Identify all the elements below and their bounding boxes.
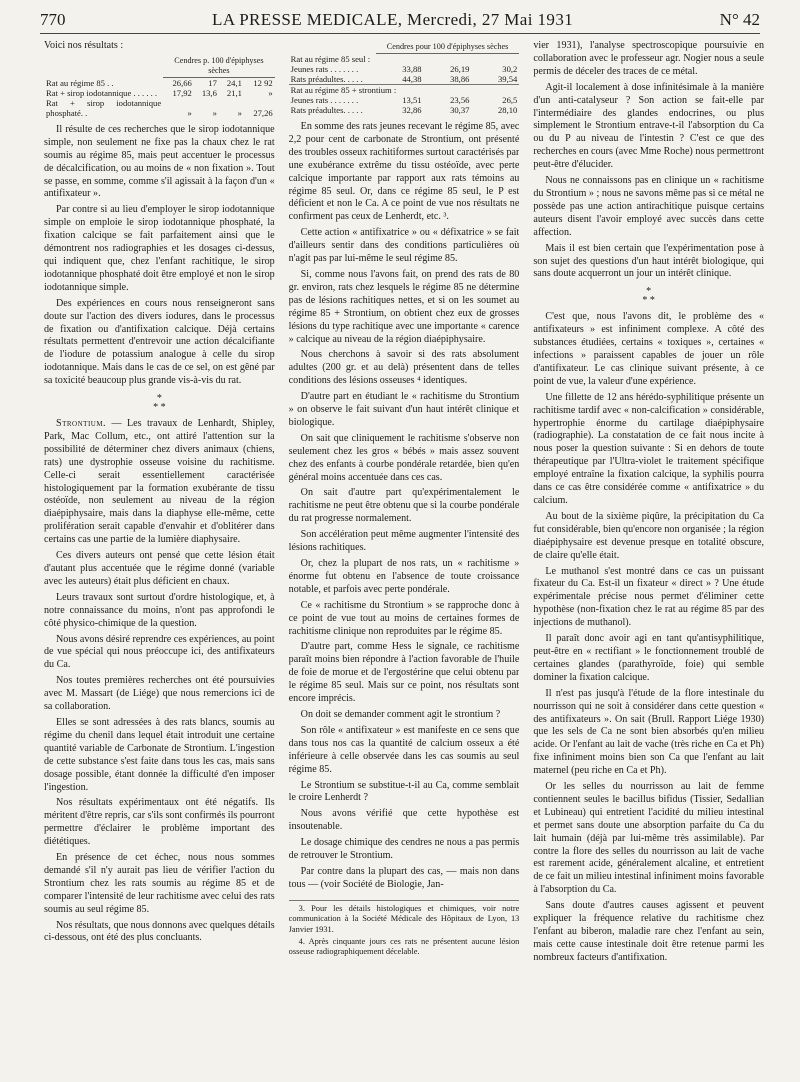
paragraph: Il paraît donc avoir agi en tant qu'antisyphilitique, peut-être en « rectifiant » le fonctionnement troublé de certaines glandes (parathyroïde, foie) qui semble dominer la fixation calcique. xyxy=(533,633,765,683)
table-group-label: Rat au régime 85 seul : xyxy=(290,54,371,64)
results-intro: Voici nos résultats : xyxy=(44,40,124,51)
paragraph: Son accélération peut même augmenter l'intensité des lésions rachitiques. xyxy=(288,529,520,554)
paragraph: Nos résultats, que nous donnons avec quelques détails ci-dessous, ont été des plus concluants. xyxy=(44,919,275,944)
cell: 13,51 xyxy=(402,95,422,105)
cell: 27,26 xyxy=(253,107,273,118)
paragraph: vier 1931), l'analyse spectroscopique poursuivie en collaboration avec le professeur agr. Nogier nous a seule permis de déceler des traces de ce métal. xyxy=(533,40,765,77)
paragraph: Sans doute d'autres causes agissent et peuvent expliquer la fréquence relative du rachitisme chez l'enfant au biberon, maladie rare chez l'enfant au sein, mais cette cause intestinale doit être retenue parmi les nombreux facteurs d'antifixation. xyxy=(533,900,765,963)
cell: 17 xyxy=(208,77,217,88)
results-table-1 xyxy=(44,56,275,118)
paragraph: C'est que, nous l'avons dit, le problème des « antifixateurs » est infiniment complexe. A côté des substances étudiées, certains « toxiques », certaines « infections » paraissent capables de jouer un rôle d'antifixateur. Le cas clinique suivant présente, à ce point de vue, la valeur d'une expérience. xyxy=(533,311,765,387)
paragraph: Cette action « antifixatrice » ou « défixatrice » se fait d'ailleurs sentir dans des conditions particulières où n'agit pas par lui-même le seul régime 85. xyxy=(288,227,520,265)
cell: 26,19 xyxy=(450,64,470,74)
paragraph: Or les selles du nourrisson au lait de femme contiennent seules le bacillus bifidus (Tissier, Sedallian et Lubineau) qui entretient l'acidité du milieu intestinal et permet sans doute une absorption parfaite du Ca du lait humain (déjà par lui-même très assimilable). Par contre la flore des selles du nourrisson au lait de vache est rarement acide, généralement alcaline, et entretient de ce fait un milieu intestinal infiniment moins favorable à l'absorption du Ca. xyxy=(533,781,765,896)
paragraph: Ces divers auteurs ont pensé que cette lésion était d'autant plus accentuée que le régime donné (variable avec les auteurs) était plus déficient en chaux. xyxy=(44,550,275,587)
cell: » xyxy=(237,107,242,118)
table-group-label: Rat au régime 85 + strontium : xyxy=(289,85,520,96)
journal-title: LA PRESSE MEDICALE, Mercredi, 27 Mai 1931 xyxy=(212,10,574,29)
section-text: — Les travaux de Lenhardt, Shipley, Park, Mac Collum, etc., ont attiré l'attention sur la possibilité de déterminer chez divers animaux (chiens, rats) une dystrophie osseuse voisine du rachitisme. Celle-ci serait essentiellement caractérisée histologiquement par la formation exubérante de tissu ostéoïde, non seulement au niveau de la région diaépiphysaire, mais dans la diaphyse elle-même, cette prolifération serait capable d'envahir et d'oblitérer dans certains cas une partie de la lumière diaphysaire. xyxy=(44,418,275,546)
paragraph: Il n'est pas jusqu'à l'étude de la flore intestinale du nourrisson qui ne soit à considérer dans cette question « des antifixateurs ». On sait (Brull. Rapport Liége 1930) que les sels de Ca ne sont bien absorbés qu'en milieu acide. Or l'enfant au lait de vache (très riche en Ca et Ph) fixe infiniment moins bien son Ca que l'enfant au lait maternel (peu riche en Ca et Ph). xyxy=(533,687,765,777)
paragraph: On sait d'autre part qu'expérimentalement le rachitisme ne peut être obtenu que si la courbe pondérale du rat progresse normalement. xyxy=(288,487,520,525)
column-1 xyxy=(44,40,275,1068)
paragraph: Au bout de la sixième piqûre, la précipitation du Ca fut considérable, bien qu'encore non organisée ; la région diaépiphysaire est devenue presque en totalité obscure, de claire qu'elle était. xyxy=(533,510,765,561)
results-table-2 xyxy=(289,42,520,115)
issue-number: N° 42 xyxy=(719,10,760,29)
paragraph: Le dosage chimique des cendres ne nous a pas permis de retrouver le Strontium. xyxy=(288,837,520,862)
cell: » xyxy=(212,107,217,118)
section-title: Strontium. xyxy=(56,418,107,430)
cell: 33,88 xyxy=(402,64,422,74)
table-caption: Cendres p. 100 d'épiphyses sèches xyxy=(163,56,275,78)
paragraph: Mais il est bien certain que l'expérimentation pose à son sujet des questions d'un haut intérêt biologique, qui sans doute acquerront un jour un intérêt clinique. xyxy=(533,242,765,280)
paragraph: Des expériences en cours nous renseigneront sans doute sur l'action des divers iodures, dans le processus de fixation ou d'antifixation calcique. Déjà certains résultats permettent d'entrevoir une action décalcifiante de l'iodure de potassium analogue à celle du sirop iodotannique. Mais dans le cas de ce sel, on est gêné par sa toxicité beaucoup plus grande vis-à-vis du rat. xyxy=(44,297,275,387)
table-row xyxy=(289,95,520,105)
paragraph: Le Strontium se substitue-t-il au Ca, comme semblait le croire Lenherdt ? xyxy=(288,779,520,804)
footnote: 4. Après cinquante jours ces rats ne présentent aucune lésion osseuse radiographiquement décelable. xyxy=(288,936,520,957)
paragraph: Une fillette de 12 ans hérédo-syphilitique présente un rachitisme tardif avec « non-calcification » considérable, hypertrophie énorme du cartilage diaépiphysaire (radiographie). La constatation de ce fait nous incite à nous poser la question suivante : Si en dehors de toute thérapeutique par l'Ultra-violet le traitement spécifique employé entraîne la fixation calcique, la syphilis pourra dans ce cas être considérée comme « antifixatrice » du calcium. xyxy=(533,391,765,506)
paragraph: Nos résultats expérimentaux ont été négatifs. Ils méritent d'être repris, car s'ils sont confirmés ils pourront permettre d'éclairer le problème important des diététiques. xyxy=(44,797,275,848)
cell: 21,1 xyxy=(226,87,242,98)
row-label: Jeunes rats . . . . . . . xyxy=(290,64,359,74)
paragraph: Si, comme nous l'avons fait, on prend des rats de 80 gr. environ, rats chez lesquels le régime 85 ne détermine pas de lésions rachitiques nettes, et si on les soumet au régime 85 + Strontium, on obtient chez eux de grosses lésions du type rachitique avec une importante « carence » calcique au niveau de la région diaépiphysaire. xyxy=(288,268,520,345)
column-3 xyxy=(533,40,764,1068)
cell: 39,54 xyxy=(498,74,518,84)
table-row xyxy=(44,88,275,98)
cell: 38,86 xyxy=(450,74,470,84)
paragraph: Le muthanol s'est montré dans ce cas un puissant fixateur du Ca. Est-il un fixateur « direct » ? Une étude expérimentale précise nous permet d'éliminer cette hypothèse (non-fixation chez le rat au régime 85 par des injections de muthanol). xyxy=(533,565,765,629)
paragraph: Nous ne connaissons pas en clinique un « rachitisme du Strontium » ; nous ne savons même pas si ce métal ne possède pas une action antirachitique puisque certains auteurs disent l'avoir employé avec succès dans cette affection. xyxy=(533,175,765,238)
column-2 xyxy=(289,40,520,1068)
paragraph: Nos toutes premières recherches ont été poursuivies avec M. Massart (de Liége) que nous remercions ici de sa collaboration. xyxy=(44,675,275,713)
paragraph: D'autre part, comme Hess le signale, ce rachitisme paraît moins bien répondre à l'action favorable de l'huile de foie de morue et de l'ergostérine que celui obtenu par le régime 85 seul. Mais sur ce point, nos résultats sont encore imprécis. xyxy=(288,641,520,705)
cell: 32,86 xyxy=(402,105,422,115)
table-row xyxy=(289,105,520,115)
table-row xyxy=(289,64,520,74)
paragraph: Nous cherchons à savoir si des rats absolument adultes (200 gr. et au delà) présentent dans de telles conditions des lésions osseuses ⁴ identiques. xyxy=(288,349,520,387)
cell: 44,38 xyxy=(402,74,422,84)
paragraph: Agit-il localement à dose infinitésimale à la manière d'un anti-catalyseur ? Son action se fait-elle par l'intermédiaire des glandes endocrines, ou plus simplement le Strontium entrave-t-il l'absorption du Ca ou du P au niveau de l'intestin ? C'est ce que des recherches en cours (avec Mme Roche) nous permettront peut-être d'élucider. xyxy=(533,81,765,171)
table-row xyxy=(44,77,275,88)
cell: 12 92 xyxy=(253,77,273,88)
row-label: Rats préadultes. . . . . xyxy=(290,74,363,84)
table-row xyxy=(289,74,520,85)
paragraph: Nous avons désiré reprendre ces expériences, au point de vue spécial qui nous préoccupe ici, des antifixateurs du Ca. xyxy=(44,633,275,671)
paragraph: En présence de cet échec, nous nous sommes demandé s'il n'y aurait pas lieu de vérifier l'action du Strontium chez les rats soumis au régime 85 et de comparer l'intensité de leur rachitisme avec celui des rats soumis au seul régime 85. xyxy=(44,852,275,915)
paragraph: On sait que cliniquement le rachitisme s'observe non seulement chez les gros « bébés » mais assez souvent chez des enfants à courbe pondérale retardée, bien qu'en général moins accentuée dans ces cas. xyxy=(288,432,520,483)
cell: 30,2 xyxy=(502,64,518,74)
paragraph xyxy=(44,418,275,547)
cell: » xyxy=(268,87,273,98)
cell: 28,10 xyxy=(498,105,518,115)
paragraph: Ce « rachitisme du Strontium » se rapproche donc à ce point de vue tout au moins de certaines formes de rachitisme clinique non reproduites par le régime 85. xyxy=(288,599,520,637)
page-number: 770 xyxy=(40,10,66,29)
row-label: Jeunes rats . . . . . . . xyxy=(290,95,359,105)
paragraph: Son rôle « antifixateur » est manifeste en ce sens que dans tous nos cas la quantité de calcium osseux a été inférieure à celle observée dans les cas soumis au seul régime 85. xyxy=(288,724,520,775)
paragraph: Leurs travaux sont surtout d'ordre histologique, et, à notre connaissance du moins, n'ont pas approfondi le côté physico-chimique de la question. xyxy=(44,591,275,629)
cell: 26,66 xyxy=(172,77,192,88)
paragraph: Il résulte de ces recherches que le sirop iodotannique simple, non seulement ne fixe pas la chaux chez le rat soumis au régime 85, mais peut accentuer le processus de décalcification, ou au moins de « non fixation ». Tout se passe, en somme, comme s'il agissait à la façon d'un « antifixateur ». xyxy=(44,123,275,200)
paragraph: Or, chez la plupart de nos rats, un « rachitisme » énorme fut obtenu en l'absence de toute croissance notable, et parfois avec perte pondérale. xyxy=(288,558,520,595)
section-separator: * * * xyxy=(153,393,166,414)
row-label: Rat + sirop iodotannique phosphaté. . xyxy=(46,97,162,118)
cell: 24,1 xyxy=(226,77,242,88)
table-row xyxy=(44,98,275,118)
cell: 17,92 xyxy=(172,87,192,98)
paragraph: Nous avons vérifié que cette hypothèse est insoutenable. xyxy=(288,808,520,833)
row-label: Rats préadultes. . . . . xyxy=(290,105,363,115)
paragraph: Elles se sont adressées à des rats blancs, soumis au régime du chenil dans lequel était introduit une certaine quantité variable de Carbonate de Strontium. L'ingestion de cette substance s'est faite dans tous les cas, mais sans dosage possible, étant donnée la difficulté d'en imposer l'ingestion. xyxy=(44,716,275,793)
paragraph: On doit se demander comment agit le strontium ? xyxy=(300,708,501,720)
row-label: Rat au régime 85 . . xyxy=(46,77,114,88)
cell: 30,37 xyxy=(450,105,470,115)
row-label: Rat + sirop iodotannique . . . . . . xyxy=(46,87,158,98)
cell: 13,6 xyxy=(201,87,217,98)
paragraph: En somme des rats jeunes recevant le régime 85, avec 2,2 pour cent de carbonate de Strontium, ont présenté des troubles osseux rachitiformes surtout caractérisés par une exubérance extrême du tissu ostéoïde, avec perte calcique importante par rapport aux rats témoins au régime 85 seul. Or, dans ce régime 85 seul, le P est déficient et non le Ca. A ce point de vue nos résultats ne confirment pas ceux de Lenherdt, etc. ³. xyxy=(288,121,520,223)
cell: 23,56 xyxy=(450,95,470,105)
footnotes xyxy=(289,900,520,958)
paragraph: Par contre dans la plupart des cas, — mais non dans tous — (voir Société de Biologie, Jan- xyxy=(288,865,520,890)
cell: » xyxy=(187,107,192,118)
table-caption: Cendres pour 100 d'épiphyses sèches xyxy=(376,42,520,54)
paragraph: D'autre part en étudiant le « rachitisme du Strontium » on observe le fait suivant d'un haut intérêt clinique et biologique. xyxy=(288,391,520,428)
section-separator: * * * xyxy=(642,286,655,307)
paragraph: Par contre si au lieu d'employer le sirop iodotannique simple on emploie le sirop iodotannique phosphaté, la fixation calcique se fait parfaitement ainsi que le démontrent nos radiographies et les dosages ci-dessus, qui indiquent que, chez l'enfant rachitique, le sirop iodotannique phosphaté doit être employé et non le sirop iodotannique simple. xyxy=(44,204,275,293)
footnote: 3. Pour les détails histologiques et chimiques, voir notre communication à la Société Médicale des Hôpitaux de Lyon, 13 Janvier 1931. xyxy=(288,903,520,934)
page-header xyxy=(40,4,760,34)
cell: 26,5 xyxy=(502,95,518,105)
